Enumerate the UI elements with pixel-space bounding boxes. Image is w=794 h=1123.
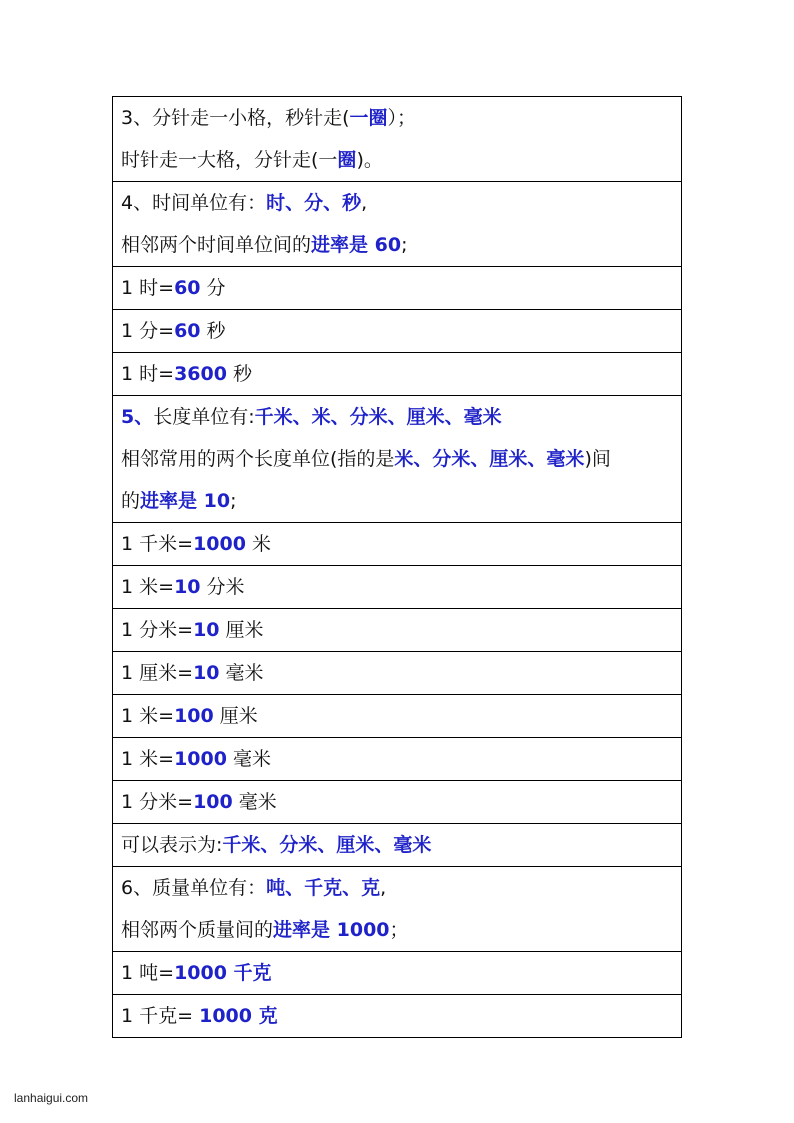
plain-text: 1 时= [121,277,175,299]
plain-text: 1 厘米= [121,662,194,684]
plain-text: 1 米= [121,705,175,727]
table-row [113,97,682,182]
plain-text: 相邻常用的两个长度单位(指的是 [121,448,395,470]
highlighted-text: 吨、千克、克 [266,877,381,899]
plain-text: 1 千米= [121,533,194,555]
highlighted-text: 1000 [193,533,246,555]
table-row [113,995,682,1038]
footer-source: lanhaigui.com [14,1091,89,1105]
table-row [113,952,682,995]
plain-text: 米 [245,533,271,555]
cell-line [121,867,673,909]
plain-text: 的 [121,490,141,512]
plain-text: 1 分米= [121,791,194,813]
plain-text: )。 [356,149,383,171]
table-row [113,523,682,566]
plain-text: ; [230,490,237,512]
cell-line [121,267,673,309]
table-cell [113,267,682,310]
table-row [113,310,682,353]
highlighted-text: 60 [174,320,201,342]
plain-text: 1 米= [121,576,175,598]
plain-text: 1 千克= [121,1005,200,1027]
plain-text: 秒 [200,320,226,342]
cell-line [121,438,673,480]
plain-text: 毫米 [219,662,264,684]
table-cell [113,353,682,396]
highlighted-text: 1000 千克 [174,962,272,984]
plain-text: 可以表示为: [121,834,223,856]
highlighted-text: 圈 [337,149,357,171]
cell-line [121,995,673,1037]
cell-line [121,182,673,224]
highlighted-text: 60 [174,277,201,299]
table-row [113,695,682,738]
table-row [113,353,682,396]
highlighted-text: 100 [193,791,233,813]
plain-text: 分 [200,277,226,299]
plain-text: 长度单位有: [153,406,255,428]
table-row [113,396,682,523]
cell-line [121,952,673,994]
highlighted-text: 千米、分米、厘米、毫米 [222,834,432,856]
plain-text: 4、时间单位有： [121,192,267,214]
plain-text: ； [389,919,409,941]
highlighted-text: 1000 克 [199,1005,278,1027]
plain-text: , [380,877,387,899]
table-cell [113,738,682,781]
plain-text: 毫米 [226,748,271,770]
cell-line [121,652,673,694]
plain-text: )间 [584,448,611,470]
highlighted-text: 一圈 [349,107,388,129]
plain-text: 秒 [226,363,252,385]
plain-text: 厘米 [219,619,264,641]
cell-line [121,609,673,651]
table-row [113,182,682,267]
highlighted-text: 进率是 10 [140,490,231,512]
cell-line [121,738,673,780]
plain-text: 1 时= [121,363,175,385]
cell-line [121,224,673,266]
cell-line [121,396,673,438]
plain-text: 厘米 [213,705,258,727]
highlighted-text: 10 [174,576,201,598]
plain-text: 毫米 [232,791,277,813]
plain-text: 相邻两个时间单位间的 [121,234,312,256]
highlighted-text: 进率是 60 [311,234,402,256]
highlighted-text: 5、 [121,406,154,428]
cell-line [121,781,673,823]
plain-text: 相邻两个质量间的 [121,919,274,941]
table-row [113,652,682,695]
table-cell [113,824,682,867]
table-cell [113,652,682,695]
unit-conversion-table [112,96,682,1038]
table-cell [113,952,682,995]
table-cell [113,609,682,652]
cell-line [121,909,673,951]
table-row [113,867,682,952]
table-body [113,97,682,1038]
table-row [113,267,682,310]
table-row [113,566,682,609]
highlighted-text: 10 [193,662,220,684]
table-row [113,609,682,652]
plain-text: 分米 [200,576,245,598]
table-row [113,738,682,781]
cell-line [121,310,673,352]
table-cell [113,566,682,609]
table-cell [113,97,682,182]
table-cell [113,695,682,738]
plain-text: 1 分米= [121,619,194,641]
plain-text: 3、分针走一小格，秒针走( [121,107,350,129]
table-cell [113,310,682,353]
table-cell [113,867,682,952]
plain-text: , [361,192,368,214]
cell-line [121,695,673,737]
highlighted-text: 100 [174,705,214,727]
highlighted-text: 1000 [174,748,227,770]
plain-text: 1 米= [121,748,175,770]
table-cell [113,182,682,267]
cell-line [121,480,673,522]
highlighted-text: 米、分米、厘米、毫米 [394,448,585,470]
cell-line [121,824,673,866]
highlighted-text: 10 [193,619,220,641]
table-cell [113,396,682,523]
cell-line [121,353,673,395]
plain-text: ）； [387,107,417,129]
plain-text: 1 吨= [121,962,175,984]
cell-line [121,139,673,181]
plain-text: 6、质量单位有： [121,877,267,899]
table-cell [113,781,682,824]
table-cell [113,995,682,1038]
highlighted-text: 进率是 1000 [273,919,390,941]
table-row [113,781,682,824]
highlighted-text: 时、分、秒 [266,192,362,214]
table-row [113,824,682,867]
highlighted-text: 3600 [174,363,227,385]
plain-text: 1 分= [121,320,175,342]
cell-line [121,523,673,565]
cell-line [121,97,673,139]
highlighted-text: 千米、米、分米、厘米、毫米 [254,406,502,428]
cell-line [121,566,673,608]
plain-text: 时针走一大格，分针走(一 [121,149,338,171]
plain-text: ; [401,234,408,256]
table-cell [113,523,682,566]
